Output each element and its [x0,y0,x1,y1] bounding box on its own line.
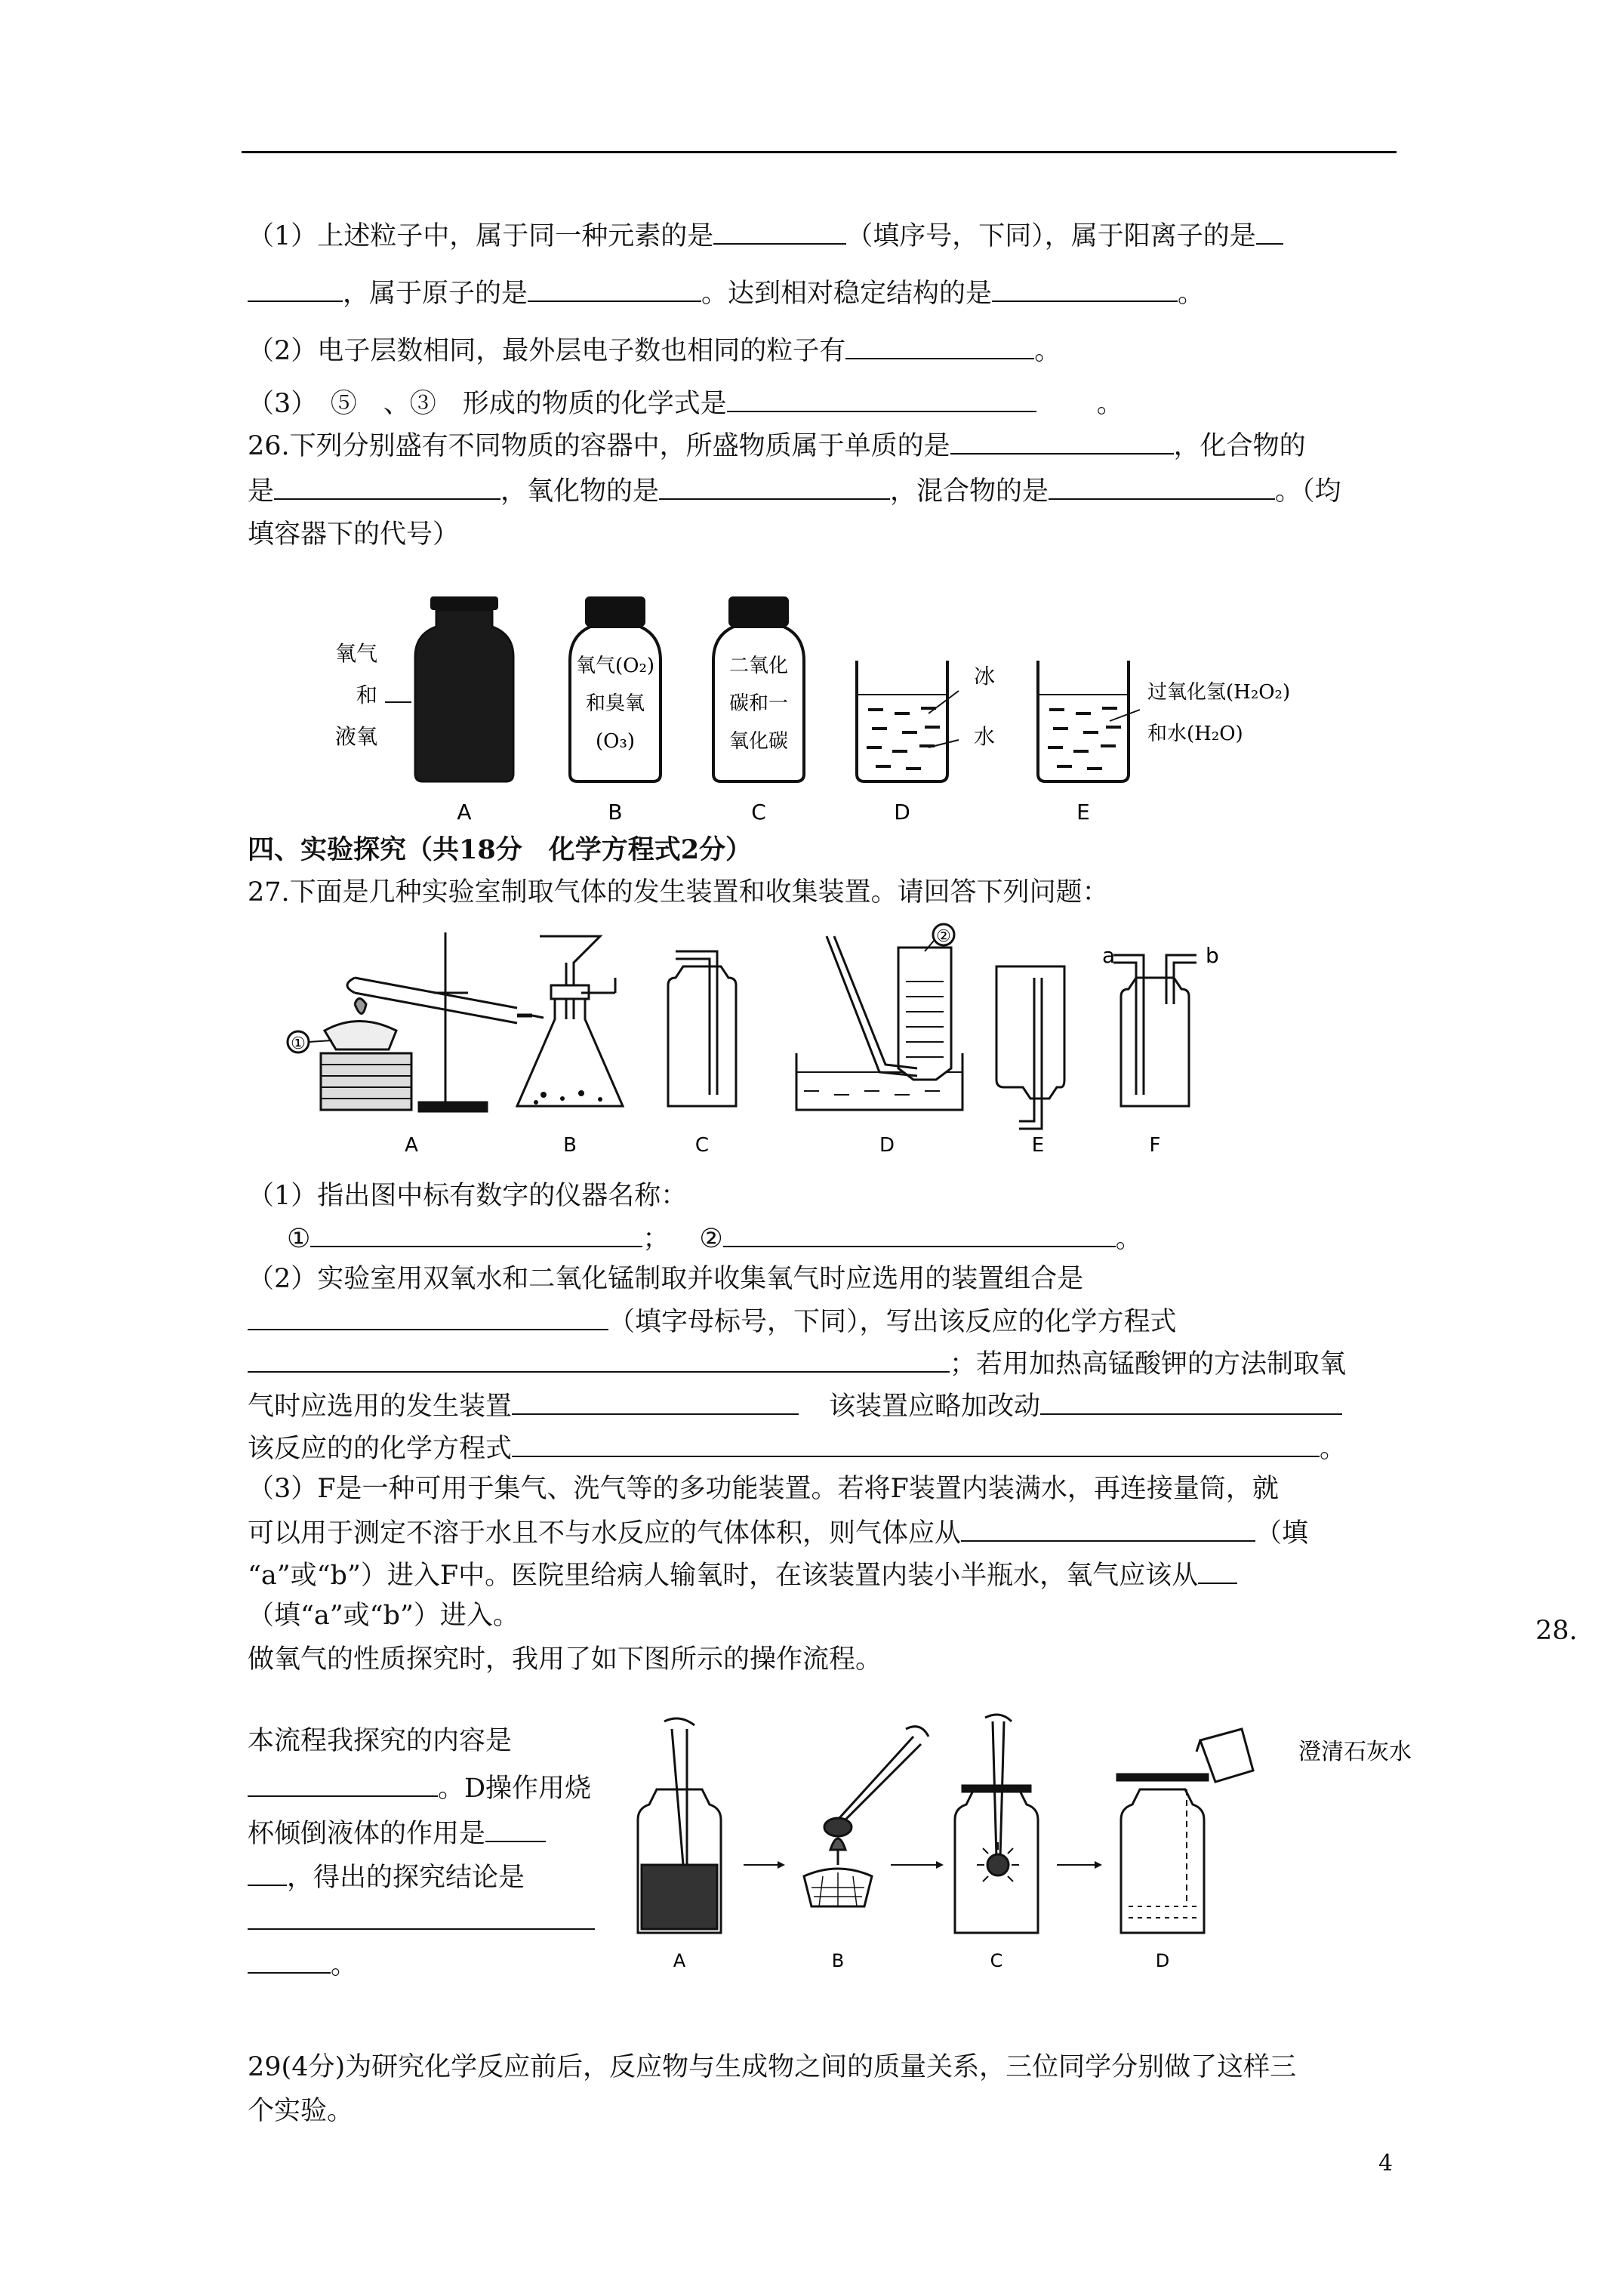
flow-label-d: D [1155,1950,1170,1971]
answer-blank[interactable] [950,427,1174,455]
flow-step-d [1117,1729,1253,1933]
q27-p2-line-3 [248,1345,1346,1381]
q25-p3-text-b: 。 [1096,389,1123,419]
q28-t3: 杯倾倒液体的作用是 [248,1819,486,1849]
q27-p3-line-2 [248,1515,1308,1550]
q27-p2-text-g: 。 [1320,1434,1347,1464]
flow-step-c [955,1715,1038,1933]
apparatus-c [668,951,736,1106]
answer-blank[interactable] [274,473,500,500]
q27-intro: 27.下面是几种实验室制取气体的发生装置和收集装置。请回答下列问题： [248,877,1109,908]
q27-m2: ② [699,1224,723,1254]
marker-2: ② [936,927,951,946]
q27-p2-text-f: 该反应的的化学方程式 [248,1434,513,1464]
q28-intro: 做氧气的性质探究时，我用了如下图所示的操作流程。 [248,1644,882,1675]
container-e-text-1: 过氧化氢(H₂O₂) [1147,681,1291,704]
answer-blank[interactable] [310,1220,642,1247]
apparatus-d [796,924,962,1110]
answer-blank[interactable] [248,1946,331,1974]
container-a-text-2: 和 [356,683,377,707]
apparatus-f-label: F [1149,1134,1161,1157]
answer-blank[interactable] [659,473,890,500]
apparatus-d-label: D [879,1134,895,1157]
flow-step-b [804,1727,929,1906]
q28-text-2 [248,1770,591,1805]
q26-text-b: ，化合物的 [1173,431,1306,461]
container-d-text-1: 冰 [974,664,996,689]
q25-p3-text-a: （3） ⑤ 、③ 形成的物质的化学式是 [248,389,727,419]
apparatus-a-label: A [405,1134,418,1157]
answer-blank[interactable] [485,1815,546,1842]
answer-blank[interactable] [723,1220,1116,1247]
container-d-text-2: 水 [974,724,996,749]
q28-text-1: 本流程我探究的内容是 [248,1726,513,1756]
answer-blank[interactable] [845,332,1034,359]
q27-p1-blanks [287,1220,1142,1256]
answer-blank[interactable] [1049,473,1275,500]
q25-line-1 [248,217,1283,253]
q25-p1-text-e: 。 [1178,279,1205,309]
apparatus-e-label: E [1031,1134,1045,1157]
flow-label-b: B [831,1950,845,1971]
container-c-text-1: 二氧化 [728,655,789,677]
q28-t4: ，得出的探究结论是 [287,1863,525,1893]
answer-blank[interactable] [1040,1388,1342,1415]
q28-text-5 [248,1903,595,1938]
container-b-text-2: 和臭氧 [585,692,645,715]
q27-p3-line-1: （3）F是一种可用于集气、洗气等的多功能装置。若将F装置内装满水，再连接量筒，就 [248,1474,1279,1504]
apparatus-e [996,966,1064,1129]
flow-step-a [638,1718,721,1933]
answer-blank[interactable] [713,217,846,245]
answer-blank[interactable] [1256,217,1283,245]
apparatus-figure [283,921,1287,1163]
q27-p3-line-3 [248,1557,1237,1592]
container-e-label: E [1076,800,1090,824]
q28-t2: 。D操作用烧 [438,1774,592,1804]
q25-line-2 [248,275,1204,310]
q29-line-1: 29(4分)为研究化学反应前后，反应物与生成物之间的质量关系，三位同学分别做了这样三 [248,2052,1297,2082]
container-a-text-3: 液氧 [334,724,377,749]
container-a-text-1: 氧气 [334,641,377,666]
q27-p3-text-c: （填 [1255,1518,1309,1549]
answer-blank[interactable] [992,275,1178,302]
q26-text-e: ，混合物的是 [890,476,1049,507]
answer-blank[interactable] [248,1345,950,1373]
container-d [857,661,995,824]
container-a-label: A [457,800,472,824]
answer-blank[interactable] [248,1903,595,1930]
q25-p1-text-a: （1）上述粒子中，属于同一种元素的是 [248,221,714,251]
q25-p2-text-b: 。 [1034,336,1061,366]
answer-blank[interactable] [248,1770,438,1797]
page-number: 4 [1378,2150,1394,2177]
oxygen-flow-figure [619,1714,1449,1986]
apparatus-b [517,936,623,1106]
container-a [335,596,513,824]
answer-blank[interactable] [1198,1557,1237,1584]
answer-blank[interactable] [727,385,1036,412]
answer-blank[interactable] [528,275,701,302]
q25-p1-text-b: （填序号，下同），属于阳离子的是 [846,221,1256,251]
q27-sep: ； [642,1224,670,1254]
port-b: b [1206,943,1219,968]
container-c-text-2: 碳和一 [728,692,789,715]
header-rule [242,151,1397,153]
container-b [570,596,661,824]
q27-p2-text-d: 气时应选用的发生装置 [248,1391,513,1422]
answer-blank[interactable] [512,1430,1320,1457]
q29-line-2: 个实验。 [248,2096,354,2126]
q26-text-g: 填容器下的代号） [248,519,460,550]
q25-p1-text-c: ，属于原子的是 [343,279,528,309]
apparatus-b-label: B [563,1134,577,1157]
limewater-label: 澄清石灰水 [1298,1739,1412,1765]
q27-end: 。 [1115,1224,1142,1254]
container-b-text-3: (O₃) [595,730,636,753]
marker-1: ① [291,1034,306,1053]
answer-blank[interactable] [512,1388,799,1415]
q26-line-2 [248,473,1341,508]
q27-p2-text-e: 该装置应略加改动 [829,1391,1041,1422]
q27-m1: ① [287,1224,311,1254]
q27-p2-text-b: （填字母标号，下同），写出该反应的化学方程式 [608,1307,1177,1337]
containers-figure [334,589,1336,831]
q28-number: 28. [1535,1616,1578,1646]
container-b-text-1: 氧气(O₂) [575,655,655,677]
q25-line-3 [248,332,1061,368]
q27-p3-text-b: 可以用于测定不溶于水且不与水反应的气体体积，则气体应从 [248,1518,962,1549]
flow-label-c: C [990,1950,1003,1971]
q28-text-3 [248,1815,546,1851]
container-e-text-2: 和水(H₂O) [1147,723,1243,745]
q25-p1-text-d: 。达到相对稳定结构的是 [701,279,993,309]
q26-text-f: 。（均 [1275,476,1341,507]
container-d-label: D [894,800,910,824]
oxygen-flow-svg [619,1714,1449,1986]
container-b-label: B [608,800,623,824]
containers-svg [334,589,1336,831]
q27-p1: （1）指出图中标有数字的仪器名称： [248,1181,688,1211]
q26-line-1 [248,427,1306,463]
answer-blank[interactable] [248,1303,608,1330]
q27-p3-text-d: “a”或“b”）进入F中。医院里给病人输氧时，在该装置内装小半瓶水，氧气应该从 [248,1561,1199,1591]
answer-blank[interactable] [248,1859,287,1886]
container-e [1038,661,1290,824]
q26-text-c: 是 [248,476,275,507]
q26-line-3 [248,518,459,551]
apparatus-svg [283,921,1287,1163]
port-a: a [1102,943,1116,968]
q28-t5: 。 [331,1950,358,1980]
q27-p2-line-5 [248,1430,1346,1465]
answer-blank[interactable] [961,1515,1255,1542]
container-c-label: C [751,800,766,824]
q25-p2-text-a: （2）电子层数相同，最外层电子数也相同的粒子有 [248,336,846,366]
apparatus-a [288,932,544,1111]
apparatus-f [1113,955,1196,1106]
flow-label-a: A [673,1950,686,1971]
q27-p2-line-1: （2）实验室用双氧水和二氧化锰制取并收集氧气时应选用的装置组合是 [248,1264,1084,1294]
container-c-text-3: 氧化碳 [728,730,789,753]
answer-blank[interactable] [248,275,343,302]
q27-p2-text-c: ；若用加热高锰酸钾的方法制取氧 [950,1349,1347,1379]
q27-p2-line-4 [248,1388,1342,1423]
q27-p3-line-4: （填“a”或“b”）进入。 [248,1601,519,1631]
container-c [713,596,804,824]
q27-p2-line-2 [248,1303,1177,1339]
q25-line-4 [248,385,1123,421]
q26-text-d: ，氧化物的是 [500,476,660,507]
q26-text-a: 26.下列分别盛有不同物质的容器中，所盛物质属于单质的是 [248,431,950,461]
q28-text-4 [248,1859,525,1894]
section-4-title: 四、实验探究（共18分 化学方程式2分） [248,834,753,865]
apparatus-c-label: C [694,1134,710,1157]
q28-text-6 [248,1946,357,1982]
